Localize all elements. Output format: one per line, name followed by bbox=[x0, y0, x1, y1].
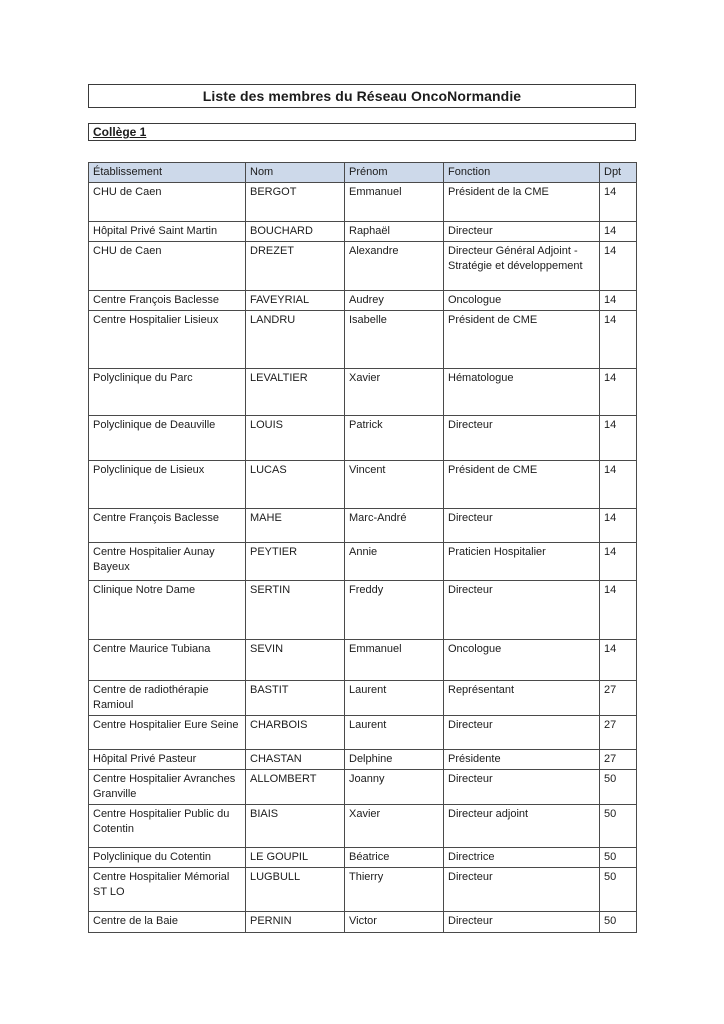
cell-etablissement: Centre de radiothérapie Ramioul bbox=[89, 681, 246, 716]
cell-dpt: 14 bbox=[600, 311, 637, 369]
document-title-box bbox=[88, 84, 636, 108]
cell-nom: CHASTAN bbox=[246, 750, 345, 770]
cell-nom: MAHE bbox=[246, 509, 345, 543]
cell-dpt: 14 bbox=[600, 369, 637, 416]
cell-fonction: Directeur bbox=[444, 509, 600, 543]
cell-fonction: Président de CME bbox=[444, 311, 600, 369]
members-table bbox=[88, 162, 637, 933]
cell-fonction: Directeur Général Adjoint - Stratégie et développement bbox=[444, 242, 600, 291]
cell-nom: ALLOMBERT bbox=[246, 770, 345, 805]
cell-nom: LUGBULL bbox=[246, 868, 345, 912]
cell-prenom: Freddy bbox=[345, 581, 444, 640]
cell-etablissement: Centre Hospitalier Eure Seine bbox=[89, 716, 246, 750]
cell-prenom: Victor bbox=[345, 912, 444, 933]
members-table-wrap bbox=[88, 162, 636, 933]
cell-nom: SERTIN bbox=[246, 581, 345, 640]
cell-fonction: Directrice bbox=[444, 848, 600, 868]
cell-nom: CHARBOIS bbox=[246, 716, 345, 750]
cell-etablissement: Hôpital Privé Saint Martin bbox=[89, 222, 246, 242]
cell-nom: PEYTIER bbox=[246, 543, 345, 581]
cell-dpt: 14 bbox=[600, 509, 637, 543]
cell-fonction: Représentant bbox=[444, 681, 600, 716]
cell-nom: LUCAS bbox=[246, 461, 345, 509]
cell-nom: LE GOUPIL bbox=[246, 848, 345, 868]
cell-fonction: Praticien Hospitalier bbox=[444, 543, 600, 581]
table-row bbox=[89, 868, 637, 912]
cell-dpt: 14 bbox=[600, 416, 637, 461]
cell-prenom: Annie bbox=[345, 543, 444, 581]
cell-fonction: Directeur bbox=[444, 581, 600, 640]
cell-etablissement: Polyclinique du Cotentin bbox=[89, 848, 246, 868]
cell-dpt: 27 bbox=[600, 750, 637, 770]
table-row bbox=[89, 848, 637, 868]
cell-fonction: Directeur bbox=[444, 416, 600, 461]
table-row bbox=[89, 640, 637, 681]
cell-dpt: 14 bbox=[600, 581, 637, 640]
cell-etablissement: CHU de Caen bbox=[89, 183, 246, 222]
cell-prenom: Patrick bbox=[345, 416, 444, 461]
cell-prenom: Béatrice bbox=[345, 848, 444, 868]
cell-fonction: Oncologue bbox=[444, 291, 600, 311]
table-row bbox=[89, 509, 637, 543]
cell-dpt: 14 bbox=[600, 640, 637, 681]
cell-etablissement: Centre Hospitalier Public du Cotentin bbox=[89, 805, 246, 848]
cell-etablissement: Clinique Notre Dame bbox=[89, 581, 246, 640]
cell-etablissement: Centre Maurice Tubiana bbox=[89, 640, 246, 681]
section-heading: Collège 1 bbox=[93, 125, 147, 139]
cell-fonction: Directeur bbox=[444, 716, 600, 750]
cell-dpt: 14 bbox=[600, 222, 637, 242]
cell-prenom: Xavier bbox=[345, 805, 444, 848]
cell-fonction: Présidente bbox=[444, 750, 600, 770]
cell-etablissement: Centre Hospitalier Lisieux bbox=[89, 311, 246, 369]
cell-nom: BERGOT bbox=[246, 183, 345, 222]
cell-etablissement: Centre François Baclesse bbox=[89, 509, 246, 543]
cell-prenom: Delphine bbox=[345, 750, 444, 770]
cell-dpt: 27 bbox=[600, 681, 637, 716]
column-header-nom: Nom bbox=[246, 163, 345, 183]
cell-fonction: Directeur bbox=[444, 912, 600, 933]
document-title: Liste des membres du Réseau OncoNormandie bbox=[202, 88, 522, 104]
cell-prenom: Emmanuel bbox=[345, 183, 444, 222]
cell-prenom: Xavier bbox=[345, 369, 444, 416]
table-row bbox=[89, 416, 637, 461]
cell-dpt: 27 bbox=[600, 716, 637, 750]
cell-fonction: Directeur bbox=[444, 222, 600, 242]
cell-etablissement: Centre Hospitalier Mémorial ST LO bbox=[89, 868, 246, 912]
table-row bbox=[89, 461, 637, 509]
table-row bbox=[89, 543, 637, 581]
cell-dpt: 14 bbox=[600, 183, 637, 222]
cell-etablissement: Centre Hospitalier Avranches Granville bbox=[89, 770, 246, 805]
cell-etablissement: Centre de la Baie bbox=[89, 912, 246, 933]
table-row bbox=[89, 716, 637, 750]
cell-dpt: 14 bbox=[600, 242, 637, 291]
cell-prenom: Joanny bbox=[345, 770, 444, 805]
cell-prenom: Marc-André bbox=[345, 509, 444, 543]
cell-nom: BOUCHARD bbox=[246, 222, 345, 242]
cell-dpt: 50 bbox=[600, 868, 637, 912]
cell-fonction: Directeur bbox=[444, 868, 600, 912]
column-header-etablissement: Établissement bbox=[89, 163, 246, 183]
cell-dpt: 50 bbox=[600, 770, 637, 805]
cell-prenom: Audrey bbox=[345, 291, 444, 311]
cell-nom: BIAIS bbox=[246, 805, 345, 848]
cell-nom: SEVIN bbox=[246, 640, 345, 681]
table-row bbox=[89, 222, 637, 242]
table-header-row bbox=[89, 163, 637, 183]
cell-prenom: Isabelle bbox=[345, 311, 444, 369]
cell-etablissement: Centre François Baclesse bbox=[89, 291, 246, 311]
cell-fonction: Président de CME bbox=[444, 461, 600, 509]
cell-prenom: Alexandre bbox=[345, 242, 444, 291]
cell-prenom: Thierry bbox=[345, 868, 444, 912]
cell-nom: PERNIN bbox=[246, 912, 345, 933]
column-header-dpt: Dpt bbox=[600, 163, 637, 183]
cell-dpt: 50 bbox=[600, 848, 637, 868]
cell-fonction: Directeur bbox=[444, 770, 600, 805]
table-row bbox=[89, 242, 637, 291]
cell-prenom: Laurent bbox=[345, 716, 444, 750]
cell-fonction: Président de la CME bbox=[444, 183, 600, 222]
cell-etablissement: Hôpital Privé Pasteur bbox=[89, 750, 246, 770]
cell-nom: DREZET bbox=[246, 242, 345, 291]
table-row bbox=[89, 581, 637, 640]
cell-etablissement: Polyclinique du Parc bbox=[89, 369, 246, 416]
cell-prenom: Raphaël bbox=[345, 222, 444, 242]
table-row bbox=[89, 291, 637, 311]
table-row bbox=[89, 681, 637, 716]
table-row bbox=[89, 183, 637, 222]
cell-prenom: Laurent bbox=[345, 681, 444, 716]
section-heading-box bbox=[88, 123, 636, 141]
cell-nom: LEVALTIER bbox=[246, 369, 345, 416]
document-content bbox=[88, 84, 636, 933]
cell-nom: LOUIS bbox=[246, 416, 345, 461]
cell-etablissement: CHU de Caen bbox=[89, 242, 246, 291]
cell-fonction: Hématologue bbox=[444, 369, 600, 416]
cell-dpt: 14 bbox=[600, 543, 637, 581]
cell-etablissement: Centre Hospitalier Aunay Bayeux bbox=[89, 543, 246, 581]
cell-etablissement: Polyclinique de Deauville bbox=[89, 416, 246, 461]
cell-dpt: 14 bbox=[600, 291, 637, 311]
cell-prenom: Emmanuel bbox=[345, 640, 444, 681]
cell-fonction: Directeur adjoint bbox=[444, 805, 600, 848]
cell-nom: LANDRU bbox=[246, 311, 345, 369]
cell-nom: BASTIT bbox=[246, 681, 345, 716]
table-row bbox=[89, 770, 637, 805]
cell-fonction: Oncologue bbox=[444, 640, 600, 681]
cell-dpt: 50 bbox=[600, 912, 637, 933]
column-header-fonction: Fonction bbox=[444, 163, 600, 183]
table-row bbox=[89, 912, 637, 933]
column-header-prenom: Prénom bbox=[345, 163, 444, 183]
table-row bbox=[89, 369, 637, 416]
table-row bbox=[89, 805, 637, 848]
table-row bbox=[89, 750, 637, 770]
cell-prenom: Vincent bbox=[345, 461, 444, 509]
cell-dpt: 50 bbox=[600, 805, 637, 848]
table-row bbox=[89, 311, 637, 369]
cell-etablissement: Polyclinique de Lisieux bbox=[89, 461, 246, 509]
cell-nom: FAVEYRIAL bbox=[246, 291, 345, 311]
cell-dpt: 14 bbox=[600, 461, 637, 509]
